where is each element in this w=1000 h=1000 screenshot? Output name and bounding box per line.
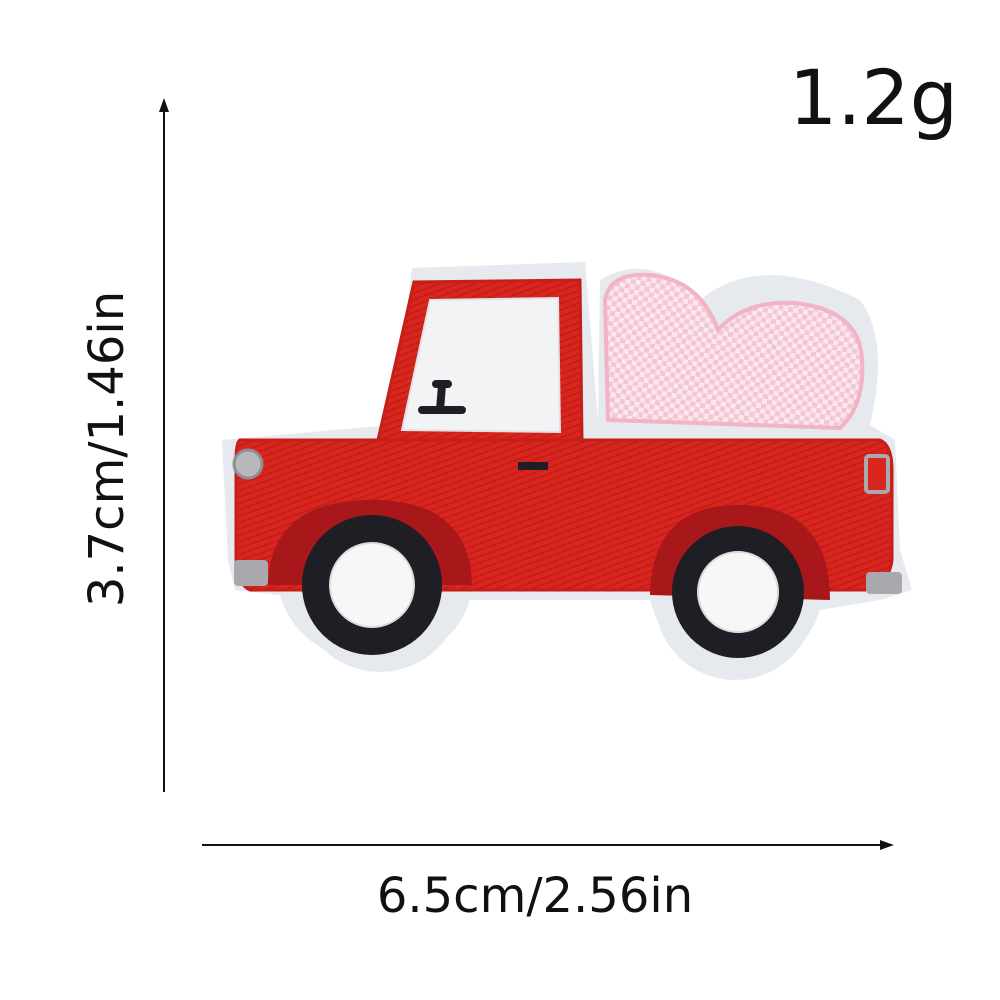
headlight-icon (234, 450, 262, 478)
taillight-icon (866, 456, 888, 492)
rear-bumper (866, 572, 902, 594)
front-bumper (234, 560, 268, 586)
width-dimension-arrow (202, 840, 894, 850)
door-handle-icon (518, 462, 548, 470)
height-dimension-label: 3.7cm/1.46in (79, 290, 135, 608)
width-dimension-label: 6.5cm/2.56in (376, 868, 694, 924)
rear-wheel-icon (672, 526, 804, 658)
truck-cab (378, 280, 582, 440)
weight-label: 1.2g (788, 53, 958, 142)
truck-patch (222, 262, 912, 680)
height-dimension-arrow (159, 98, 169, 792)
front-wheel-icon (302, 515, 442, 655)
